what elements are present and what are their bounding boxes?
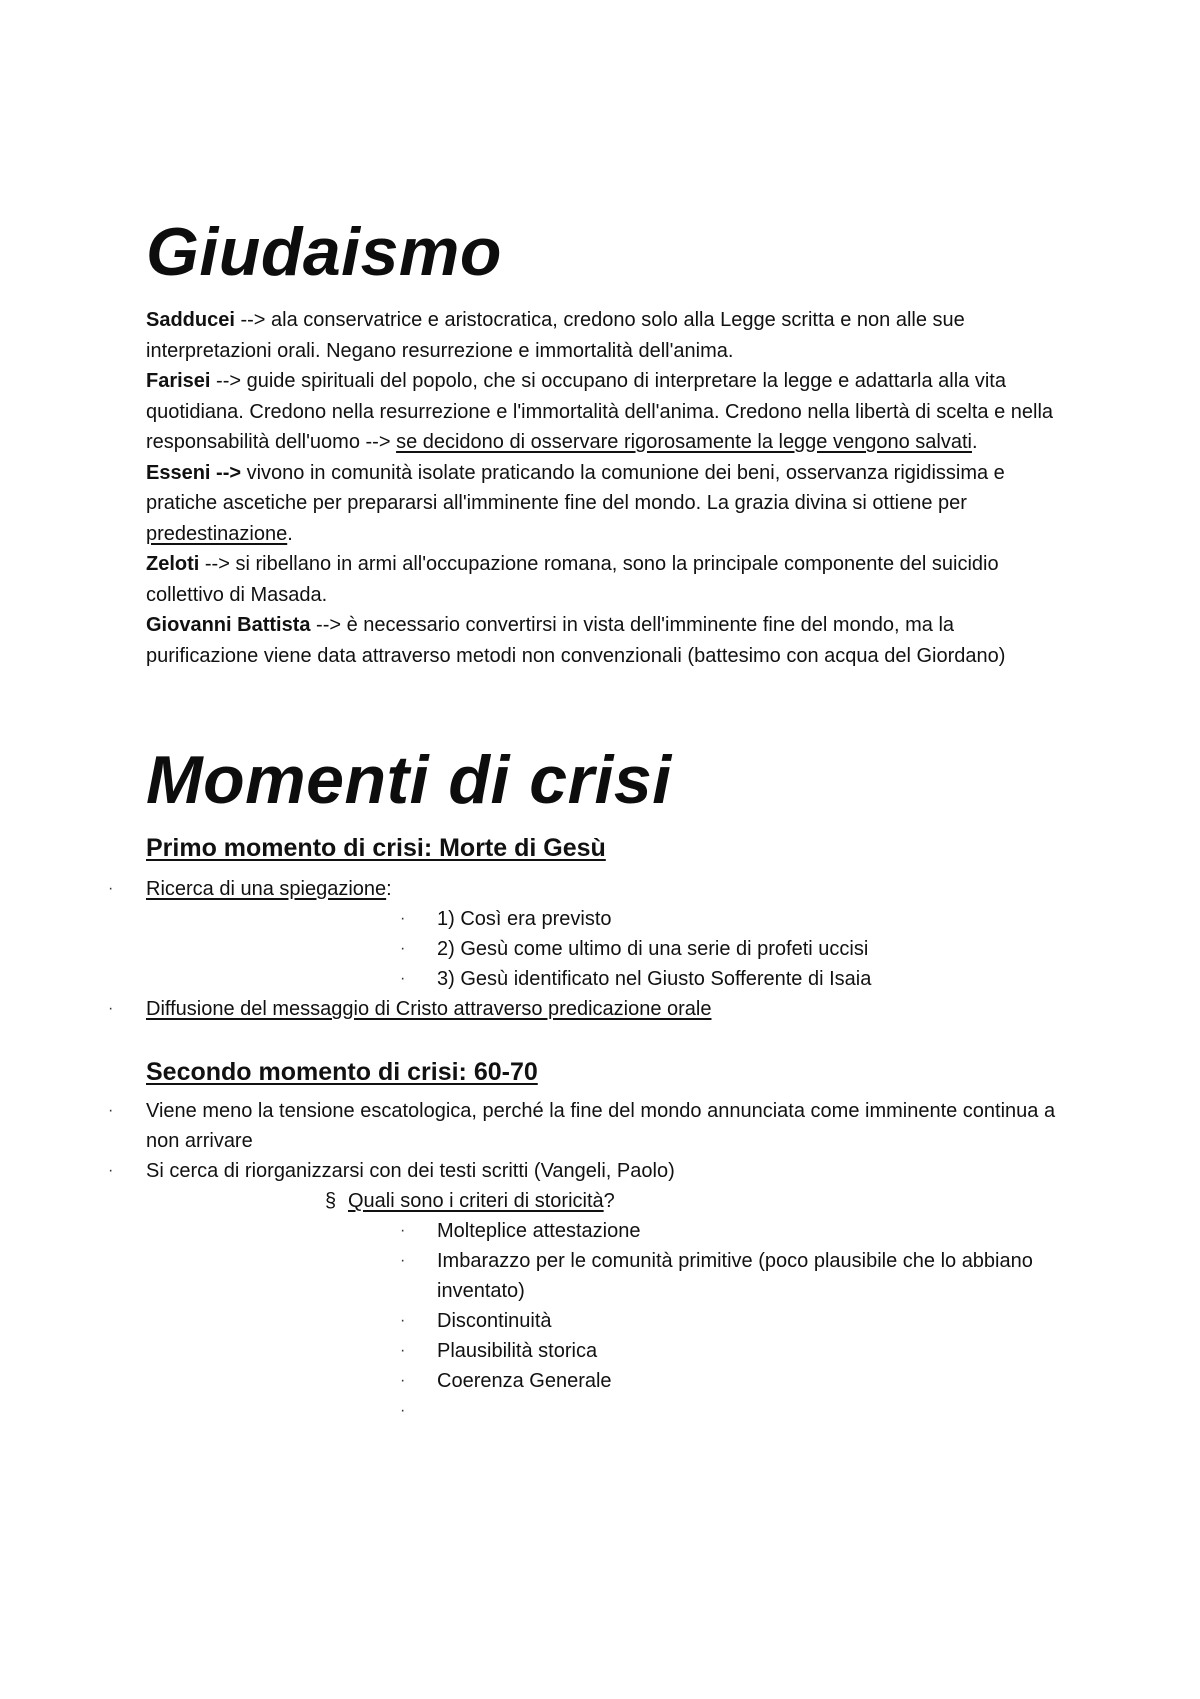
entry-farisei: Farisei --> guide spirituali del popolo, che si occupano di interpretare la legge e adattarla alla vita quotidiana. Credono nella resurrezione e l'immortalità dell'anima. Credono nella libertà di scelta e nella responsabilità dell'uomo --> se decidono di osservare rigorosamente la legge vengono salvati. <box>146 370 1054 453</box>
list-item: Viene meno la tensione escatologica, perché la fine del mondo annunciata come imminente continua a non arrivare <box>146 1100 1056 1152</box>
entry-term: Esseni --> <box>146 461 242 484</box>
bullet: · <box>400 1372 406 1389</box>
section-sign-bullet: § <box>325 1190 337 1212</box>
entry-zeloti: Zeloti --> si ribellano in armi all'occupazione romana, sono la principale componente del suicidio collettivo di Masada. <box>146 553 999 606</box>
sects-paragraphs <box>146 305 1066 671</box>
list-item: Si cerca di riorganizzarsi con dei testi scritti (Vangeli, Paolo) <box>146 1160 675 1182</box>
list-item: 2) Gesù come ultimo di una serie di profeti uccisi <box>437 938 869 960</box>
bullet: · <box>400 1342 406 1359</box>
section-title-giudaismo: Giudaismo <box>146 214 502 290</box>
list-item: Ricerca di una spiegazione: <box>146 878 392 900</box>
underlined-phrase: se decidono di osservare rigorosamente la legge vengono salvati <box>396 431 972 453</box>
list-item: Discontinuità <box>437 1310 552 1332</box>
bullet: · <box>400 1312 406 1329</box>
crisis2-heading: Secondo momento di crisi: 60-70 <box>146 1058 538 1086</box>
bullet: · <box>108 1000 114 1017</box>
crisis1-heading: Primo momento di crisi: Morte di Gesù <box>146 834 606 862</box>
list-item: Plausibilità storica <box>437 1340 598 1362</box>
list-item: Imbarazzo per le comunità primitive (poco plausibile che lo abbiano inventato) <box>437 1250 1033 1302</box>
entry-term: Sadducei <box>146 309 235 331</box>
entry-term: Zeloti <box>146 553 200 575</box>
entry-sadducei: Sadducei --> ala conservatrice e aristocratica, credono solo alla Legge scritta e non alle sue interpretazioni orali. Negano resurrezione e immortalità dell'anima. <box>146 309 965 362</box>
bullet: · <box>400 940 406 957</box>
bullet: · <box>108 1102 114 1119</box>
entry-term: Farisei <box>146 370 211 392</box>
underlined-phrase: predestinazione <box>146 522 288 545</box>
list-item: Diffusione del messaggio di Cristo attraverso predicazione orale <box>146 998 712 1020</box>
bullet: · <box>108 880 114 897</box>
list-item: 3) Gesù identificato nel Giusto Sofferente di Isaia <box>437 968 872 990</box>
list-item: Coerenza Generale <box>437 1370 612 1392</box>
list-item: Molteplice attestazione <box>437 1220 641 1242</box>
list-item: 1) Così era previsto <box>437 908 612 930</box>
criteria-question: Quali sono i criteri di storicità? <box>348 1190 615 1212</box>
bullet: · <box>400 970 406 987</box>
entry-term: Giovanni Battista <box>146 614 311 636</box>
bullet: · <box>108 1162 114 1179</box>
entry-esseni: Esseni --> vivono in comunità isolate praticando la comunione dei beni, osservanza rigidissima e pratiche ascetiche per prepararsi all'imminente fine del mondo. La grazia divina si ottiene per predestinazione. <box>146 461 1005 545</box>
entry-giovanni-battista: Giovanni Battista --> è necessario convertirsi in vista dell'imminente fine del mondo, ma la purificazione viene data attraverso metodi non convenzionali (battesimo con acqua del Giordano) <box>146 614 1006 667</box>
bullet: · <box>400 1402 406 1419</box>
bullet: · <box>400 1222 406 1239</box>
bullet: · <box>400 1252 406 1269</box>
section-title-momenti-di-crisi: Momenti di crisi <box>146 742 672 818</box>
bullet: · <box>400 910 406 927</box>
